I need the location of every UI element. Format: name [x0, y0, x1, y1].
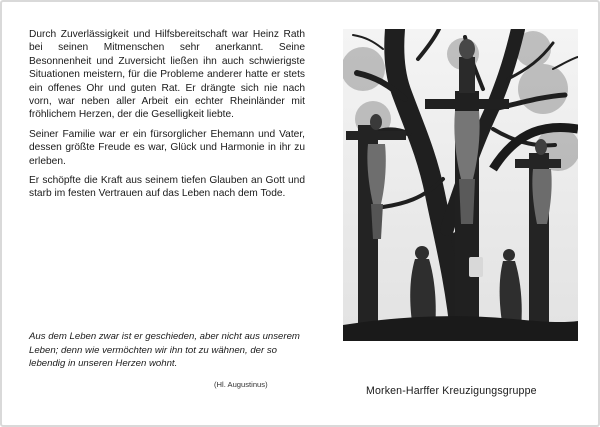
biography-paragraph-1: Durch Zuverlässigkeit und Hilfsbereitschaft war Heinz Rath bei seinen Mitmenschen sehr anerkannt. Seine Besonnenheit und Zuversicht ließen ihn auch schwierigste Situationen meistern, für die Probleme anderer hatte er stets ein offenes Ohr und guten Rat. Er drängte sich nie nach vorn, war neben aller Arbeit ein echter Rheinländer mit fröhlichem Herzen, der die Geselligkeit liebte.: [29, 29, 305, 121]
photo-caption: Morken-Harffer Kreuzigungsgruppe: [366, 385, 537, 397]
crucifixion-group-photo: [343, 29, 578, 341]
augustinus-quote: [29, 330, 314, 371]
quote-attribution: (Hl. Augustinus): [214, 380, 268, 389]
crucifix-photo-illustration: [343, 29, 578, 341]
quote-text: Aus dem Leben zwar ist er geschieden, aber nicht aus unserem Leben; denn wie vermöchten wir ihn tot zu wähnen, der so lebendig in unseren Herzen wohnt.: [29, 331, 300, 370]
biography-text: [29, 28, 305, 207]
biography-paragraph-2: Seiner Familie war er ein fürsorglicher Ehemann und Vater, dessen größte Freude es war, Glück und Harmonie in ihr zu erleben.: [29, 128, 305, 167]
biography-paragraph-3: Er schöpfte die Kraft aus seinem tiefen Glauben an Gott und starb im festen Vertrauen auf das Leben nach dem Tode.: [29, 175, 305, 200]
